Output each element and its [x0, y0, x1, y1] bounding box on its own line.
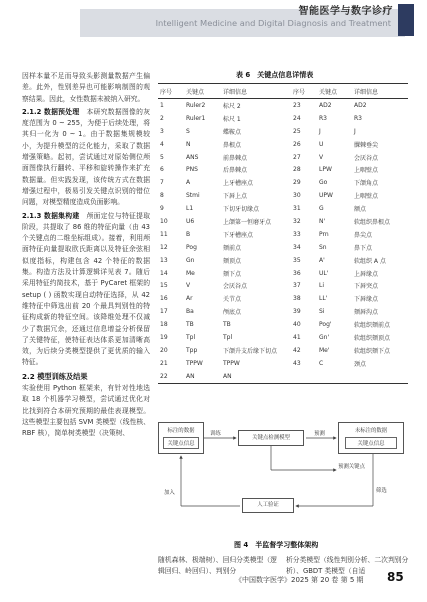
unlabeled-data-title: 未标注的数据 — [354, 428, 388, 434]
table-cell: UL' — [319, 269, 329, 277]
training-text: 实验使用 Python 框架来，有针对性地选取 18 个机器学习模型，尝试通过优化对比找到符合本研究预期的最佳表现模型。这些模型主要包括 SVM 类模型（线性核、RBF 核），简单树类模型（决策树、 — [22, 384, 150, 438]
table-cell: 关节点 — [223, 296, 242, 304]
table-cell: 18 — [160, 321, 168, 329]
table-row — [158, 151, 408, 164]
table-cell: 上唇缘点 — [354, 270, 379, 278]
table-cell: 蝶鞍点 — [223, 128, 242, 136]
table-row — [158, 305, 408, 318]
table-cell: A' — [319, 256, 325, 264]
page-number: 85 — [387, 570, 404, 584]
table-row — [158, 318, 408, 331]
table-cell: Tpl — [223, 333, 233, 341]
bottom-right-text: 析分类模型（线性判别分析、二次判别分析）、GBDT 类模型（自适 — [286, 556, 409, 576]
table-row — [158, 189, 408, 202]
table-cell: Pog — [186, 243, 197, 251]
table-cell: TPPW — [223, 359, 240, 367]
table-cell: 27 — [293, 153, 301, 161]
journal-section-subtitle: Intelligent Medicine and Digital Diagnosis and Treatment — [155, 18, 391, 28]
left-column — [22, 71, 150, 440]
table-cell: 颏前点 — [223, 244, 242, 252]
table-cell: 软组织颏前点 — [354, 322, 391, 330]
table-cell: 5 — [160, 153, 164, 161]
preprocessing-text: 本研究数据图像的灰度范围为 0 ~ 255，为便于后续处理，将其归一化为 0 ~ 1。由于数据集规模较小，为提升模型的泛化能力，采取了数据增强策略。起初，尝试通过对原始侧位颅面图像执行翻转、平移和旋转操作来扩充数据量。但实践发现，该传统方式在数据增强过程中，极易引发关键点识别的错位问题，对模型精度造成负面影响。 — [22, 107, 151, 207]
col-header: 序号 — [158, 84, 184, 99]
table-cell: 29 — [293, 179, 301, 187]
table-cell: ANS — [186, 153, 199, 161]
table-row — [158, 176, 408, 189]
table-cell: 16 — [160, 295, 168, 303]
table-cell: 22 — [158, 370, 184, 383]
table-cell: AN — [184, 370, 221, 383]
table-cell: 髁棘垂尖 — [354, 141, 379, 149]
table-row — [158, 357, 408, 370]
table-cell — [291, 370, 317, 383]
labeled-data-title: 标注的数据 — [167, 428, 195, 434]
table-cell: N' — [319, 217, 326, 225]
table-cell: 下唇上点 — [223, 193, 248, 201]
table-cell: V — [319, 153, 324, 161]
table-cell: UPW — [319, 192, 333, 200]
unlabeled-data-box — [338, 422, 404, 454]
table-cell: Stmi — [186, 192, 200, 200]
table-cell: TB — [223, 321, 231, 329]
table-cell: J — [354, 127, 356, 135]
table-cell: AD2 — [319, 101, 332, 109]
table-row — [158, 125, 408, 138]
table-cell: 23 — [293, 101, 301, 109]
table-cell: R3 — [354, 114, 362, 122]
table-cell: 标尺 2 — [223, 102, 241, 110]
section-2-1-3 — [22, 211, 150, 369]
table-cell: AD2 — [354, 101, 367, 109]
table-cell: 30 — [293, 192, 301, 200]
table-cell: TPPW — [186, 359, 203, 367]
header-marker — [398, 4, 414, 36]
section-title-training: 2.2 模型训练及结果 — [22, 371, 88, 381]
table-cell: AN — [221, 370, 291, 383]
table-cell: 11 — [160, 230, 168, 238]
table-row — [158, 370, 408, 383]
table-cell: 颏唇沟点 — [354, 309, 379, 317]
table-cell: 上咽壁点 — [354, 167, 379, 175]
table-cell: Tpp — [186, 346, 198, 354]
table-cell: 17 — [160, 308, 168, 316]
table-cell: U6 — [186, 217, 195, 225]
section-2-1-2 — [22, 107, 150, 209]
table-cell: TB — [186, 321, 194, 329]
table-row — [158, 99, 408, 112]
bottom-left-text: 随机森林、极端树）、回归分类模型（逻辑回归、岭回归）、判别分 — [158, 556, 277, 576]
table-row — [158, 241, 408, 254]
table-cell: Sn — [319, 243, 327, 251]
select-label: 筛选 — [376, 488, 387, 494]
keypoint-model-box: 关键点检测模型 — [238, 430, 304, 446]
table-cell: U — [319, 140, 324, 148]
table-cell: 43 — [293, 359, 301, 367]
journal-section-title: 智能医学与数字诊疗 — [298, 6, 393, 17]
table-cell: 6 — [160, 166, 164, 174]
table-cell: B — [186, 230, 191, 238]
table-cell: 12 — [160, 243, 168, 251]
table-cell: 软组织颏顶点 — [354, 334, 391, 342]
page-header — [0, 0, 427, 42]
table-row — [158, 163, 408, 176]
architecture-diagram — [158, 418, 408, 530]
table-cell: 24 — [293, 114, 301, 122]
table-cell: 8 — [160, 192, 164, 200]
table-row — [158, 331, 408, 344]
table-cell: 会厌谷点 — [354, 154, 379, 162]
footer-journal: 《中国数字医学》2025 第 20 卷 第 5 期 — [235, 576, 364, 584]
table-cell: 21 — [160, 359, 168, 367]
table-row — [158, 215, 408, 228]
table-cell: 33 — [293, 230, 301, 238]
col-header: 关键点 — [184, 84, 221, 99]
table-cell: 颏下点 — [223, 270, 242, 278]
table-header-row — [158, 84, 408, 99]
table-cell: 下唇突点 — [354, 283, 379, 291]
table-cell: 下切牙切缘点 — [223, 206, 260, 214]
table-cell: 1 — [160, 101, 164, 109]
table-cell: Me — [186, 269, 195, 277]
table-cell: 后鼻棘点 — [223, 167, 248, 175]
table-cell: L1 — [186, 205, 194, 213]
dataset-text: 颅面定位与特征提取阶段，共提取了 86 维的特征向量（由 43 个关键点的二维坐标组成）。接着，利用颅面特征向量提取欧氏距离以及特征余弦相似度指标，构建包含 42 个特征的数据集。构造方法及计算逻辑详见表 7。随后采用特征约简技术，基于 PyCaret 框架的 setup ( ) 函数实现自动特征选择，从 42 维特征中筛选出前 20 个最具判别性的特征构成新的特征空间。该降维处理不仅减少了数据冗余，还通过信息增益分析保留了关键特征，使特征表达体系更加清晰高效，为后续分类模型提供了更优质的输入特征。 — [22, 211, 151, 367]
table-cell: Ba — [186, 308, 194, 316]
table-cell — [317, 370, 352, 383]
table-cell: 上咽壁点 — [354, 193, 379, 201]
table-cell: 软组织颏下点 — [354, 347, 391, 355]
table-cell: Prn — [319, 230, 329, 238]
table-cell: Li — [319, 282, 325, 290]
keypoint-table — [158, 83, 408, 384]
table-caption: 表 6 关键点信息详情表 — [236, 71, 314, 79]
table-cell: 20 — [160, 346, 168, 354]
table-cell: 31 — [293, 205, 301, 213]
table-cell: 7 — [160, 179, 164, 187]
table-row — [158, 112, 408, 125]
table-cell: 10 — [160, 217, 168, 225]
table-row — [158, 202, 408, 215]
table-cell: 37 — [293, 282, 301, 290]
table-cell: Ruler1 — [186, 114, 206, 122]
labeled-keypoint-info: 关键点信息 — [163, 437, 199, 449]
table-cell: 34 — [293, 243, 301, 251]
table-cell: 9 — [160, 205, 164, 213]
col-header: 关键点 — [317, 84, 352, 99]
table-cell: Ruler2 — [186, 101, 206, 109]
col-header: 详细信息 — [352, 84, 408, 99]
table-cell: PNS — [186, 166, 198, 174]
table-cell: LPW — [319, 166, 332, 174]
table-cell: 40 — [293, 321, 301, 329]
table-cell: Go — [319, 179, 328, 187]
table-cell: 36 — [293, 269, 301, 277]
table-cell: 额点 — [354, 206, 367, 214]
predicted-points-label: 预测关键点 — [338, 464, 365, 470]
table-cell: 25 — [293, 127, 301, 135]
table-cell: R3 — [319, 114, 327, 122]
table-body — [158, 99, 408, 384]
table-cell: 下牙槽座点 — [223, 231, 254, 239]
col-header: 详细信息 — [221, 84, 291, 99]
table-row — [158, 254, 408, 267]
table-cell: A — [186, 179, 191, 187]
table-cell: 4 — [160, 140, 164, 148]
train-label: 训练 — [210, 431, 221, 437]
table-cell: 软组织 A 点 — [354, 257, 386, 265]
table-cell: LL' — [319, 295, 328, 303]
table-row — [158, 138, 408, 151]
table-cell: 标尺 1 — [223, 115, 241, 123]
table-cell: 前鼻棘点 — [223, 154, 248, 162]
table-cell: 下唇缘点 — [354, 296, 379, 304]
table-cell: 颅底点 — [223, 309, 242, 317]
table-cell: 鼻下点 — [354, 244, 373, 252]
table-cell: 35 — [293, 256, 301, 264]
table-cell: 下颌角点 — [354, 180, 379, 188]
table-cell — [352, 370, 408, 383]
table-cell: Ar — [186, 295, 193, 303]
table-cell: 鼻根点 — [223, 141, 242, 149]
table-cell: Gn — [186, 256, 195, 264]
table-cell: 13 — [160, 256, 168, 264]
col-header: 序号 — [291, 84, 317, 99]
table-cell: 28 — [293, 166, 301, 174]
section-title-dataset: 2.1.3 数据集构建 — [22, 211, 80, 220]
paragraph-sample-bias: 因样本量不足而导致头影测量数据产生偏差。此外，性别差异也可能影响制图的观察结果。因此，女性数据未被纳入研究。 — [22, 72, 150, 103]
table-cell: 会厌谷点 — [223, 283, 248, 291]
table-row — [158, 344, 408, 357]
figure-caption: 图 4 半监督学习整体架构 — [234, 541, 319, 549]
table-cell: 41 — [293, 333, 301, 341]
table-cell: 26 — [293, 140, 301, 148]
table-row — [158, 292, 408, 305]
table-cell: 38 — [293, 295, 301, 303]
table-cell: Pog' — [319, 321, 332, 329]
table-cell: 39 — [293, 308, 301, 316]
table-cell: 上牙槽座点 — [223, 180, 254, 188]
table-cell: 下颌升支后缘下切点 — [223, 347, 278, 355]
table-cell: Me' — [319, 346, 330, 354]
section-title-preprocessing: 2.1.2 数据预处理 — [22, 107, 80, 116]
table-cell: N — [186, 140, 191, 148]
table-cell: C — [319, 359, 324, 367]
unlabeled-keypoint-info: 关键点信息 — [345, 437, 397, 449]
table-cell: 颈点 — [354, 360, 367, 368]
table-cell: Gn' — [319, 333, 330, 341]
table-cell: S — [186, 127, 190, 135]
table-cell: 3 — [160, 127, 164, 135]
table-cell: G — [319, 205, 324, 213]
table-cell: 2 — [160, 114, 164, 122]
table-row — [158, 279, 408, 292]
predict-label: 预测 — [314, 431, 325, 437]
table-cell: Tpl — [186, 333, 196, 341]
table-cell: 15 — [160, 282, 168, 290]
table-cell: V — [186, 282, 191, 290]
table-cell: J — [319, 127, 321, 135]
table-row — [158, 267, 408, 280]
table-cell: Si — [319, 308, 325, 316]
table-cell: 19 — [160, 333, 168, 341]
table-cell: 32 — [293, 217, 301, 225]
table-cell: 上颌第一恒磨牙点 — [223, 218, 272, 226]
add-label: 加入 — [164, 490, 175, 496]
table-cell: 颏顶点 — [223, 257, 242, 265]
table-cell: 鼻尖点 — [354, 231, 373, 239]
table-cell: 软组织鼻根点 — [354, 218, 391, 226]
manual-verification-box: 人工验证 — [242, 498, 294, 513]
table-row — [158, 228, 408, 241]
labeled-data-box — [158, 422, 204, 454]
table-cell: 14 — [160, 269, 168, 277]
table-cell: 42 — [293, 346, 301, 354]
